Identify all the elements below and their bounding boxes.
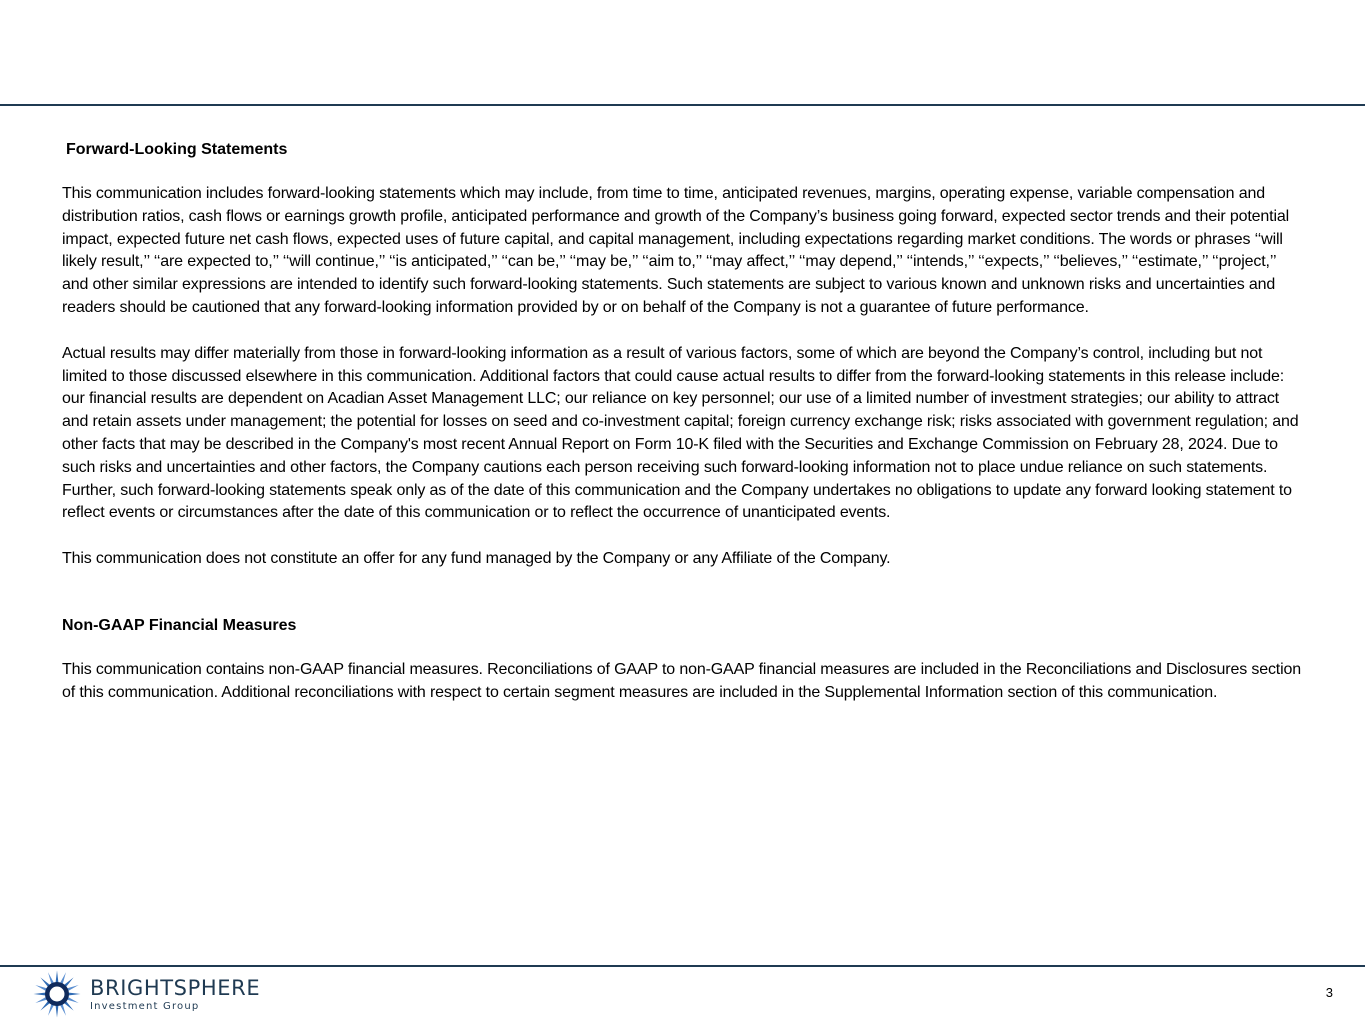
main-content [62, 140, 1302, 705]
logo-subtitle: Investment Group [90, 1000, 200, 1012]
forward-looking-paragraph-3: This communication does not constitute an offer for any fund managed by the Company or any Affiliate of the Company. [62, 550, 891, 568]
sunburst-logo-icon [33, 970, 81, 1018]
logo-name: BRIGHTSPHERE [90, 975, 261, 1000]
non-gaap-paragraph: This communication contains non-GAAP financial measures. Reconciliations of GAAP to non-GAAP financial measures are included in the Reconciliations and Disclosures section of this communication. Additional reconciliations with respect to certain segment measures are included in the Supplemental Information section of this communication. [62, 660, 1301, 701]
forward-looking-paragraph-1: This communication includes forward-looking statements which may include, from time to time, anticipated revenues, margins, operating expense, variable compensation and distribution ratios, cash flows or earnings growth profile, anticipated performance and growth of the Company’s business going forward, expected sector trends and their potential impact, expected future net cash flows, expected uses of future capital, and capital management, including expectations regarding market conditions. The words or phrases ‘‘will likely result,’’ ‘‘are expected to,’’ ‘‘will continue,’’ ‘‘is anticipated,’’ ‘‘can be,’’ ‘‘may be,’’ ‘‘aim to,’’ ‘‘may affect,’’ ‘‘may depend,’’ ‘‘intends,’’ ‘‘expects,’’ ‘‘believes,’’ ‘‘estimate,’’ ‘‘project,’’ and other similar expressions are intended to identify such forward-looking statements. Such statements are subject to various known and unknown risks and uncertainties and readers should be cautioned that any forward-looking information provided by or on behalf of the Company is not a guarantee of future performance. [62, 185, 1290, 316]
forward-looking-paragraph-2: Actual results may differ materially from those in forward-looking information as a result of various factors, some of which are beyond the Company’s control, including but not limited to those discussed elsewhere in this communication. Additional factors that could cause actual results to differ from the forward-looking statements in this release include: our financial results are dependent on Acadian Asset Management LLC; our reliance on key personnel; our use of a limited number of investment strategies; our ability to attract and retain assets under management; the potential for losses on seed and co-investment capital; foreign currency exchange risk; risks associated with government regulation; and other facts that may be described in the Company's most recent Annual Report on Form 10-K filed with the Securities and Exchange Commission on February 28, 2024. Due to such risks and uncertainties and other factors, the Company cautions each person receiving such forward-looking information not to place undue reliance on such statements. Further, such forward-looking statements speak only as of the date of this communication and the Company undertakes no obligations to update any forward looking statement to reflect events or circumstances after the date of this communication or to reflect the occurrence of unanticipated events. [62, 344, 1299, 522]
brightsphere-logo [33, 970, 260, 1018]
non-gaap-heading: Non-GAAP Financial Measures [62, 616, 297, 634]
page-number: 3 [1325, 985, 1333, 1000]
forward-looking-heading: Forward-Looking Statements [66, 141, 288, 158]
header-divider [0, 104, 1365, 106]
footer-divider [0, 965, 1365, 967]
